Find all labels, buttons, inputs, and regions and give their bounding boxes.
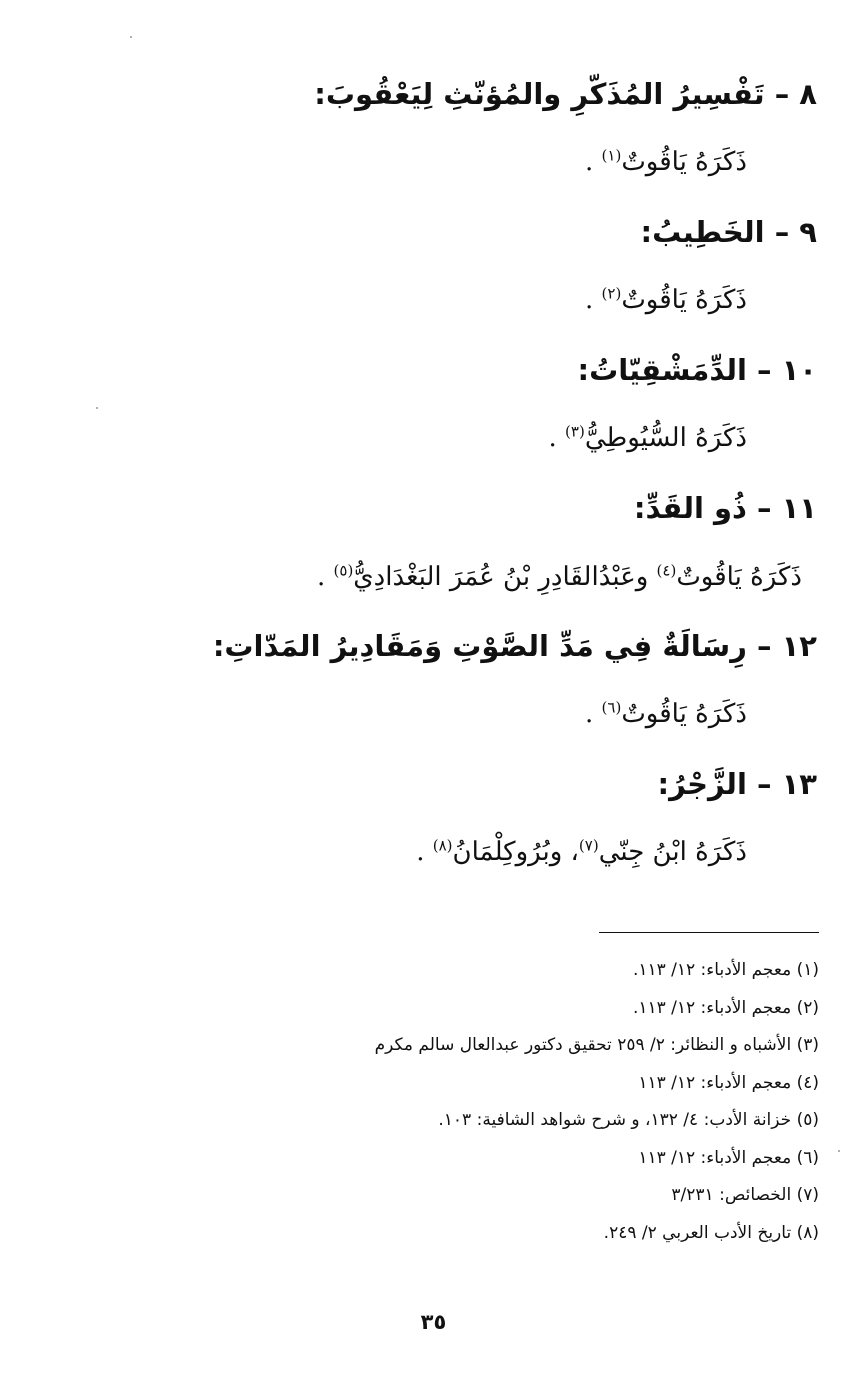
footnote-8: (٨) تاريخ الأدب العربي ٢/ ٢٤٩. [603,1222,819,1243]
footnote-7: (٧) الخصائص: ٣/٢٣١ [671,1185,819,1205]
entry-8-end: . [585,147,594,177]
entry-13-title: ١٣ – الزَّجْرُ: [657,767,817,801]
footnote-6: (٦) معجم الأدباء: ١٢/ ١١٣ [638,1147,819,1168]
entry-11-text-cont: وعَبْدُالقَادِرِ بْنُ عُمَرَ البَغْدَادِيُّ [353,562,649,592]
scan-speck [130,36,132,38]
footnote-ref-4: (٤) [656,561,677,580]
entry-11-title: ١١ – ذُو القَدِّ: [633,491,817,525]
entry-8-title: ٨ – تَفْسِيرُ المُذَكّرِ والمُؤنّثِ لِيَعْقُوبَ: [314,77,817,111]
footnote-ref-8: (٨) [432,836,453,855]
footnote-separator [599,932,819,933]
footnote-5: (٥) خزانة الأدب: ٤/ ١٣٢، و شرح شواهد الشافية: ١٠٣. [438,1110,819,1130]
entry-10-end: . [548,423,557,453]
footnote-ref-5: (٥) [333,561,354,580]
entry-13-body [127,832,747,872]
entry-10-title: ١٠ – الدِّمَشْقِيّاتُ: [577,353,817,387]
entry-10-body [127,418,747,458]
footnote-ref-2: (٢) [601,284,622,303]
footnote-2: (٢) معجم الأدباء: ١٢/ ١١٣. [632,997,819,1018]
footnote-ref-7: (٧) [578,836,599,855]
scan-speck [838,1150,840,1152]
entry-9-body [127,280,747,320]
entry-12-body [127,694,747,734]
page-number: ٣٥ [420,1310,447,1334]
footnote-ref-6: (٦) [601,698,622,717]
entry-10-text: ذَكَرَهُ السُّيُوطِيُّ [584,423,747,453]
entry-13-text: ذَكَرَهُ ابْنُ جِنّي [598,837,747,867]
entry-13-end: . [416,837,425,867]
footnote-4: (٤) معجم الأدباء: ١٢/ ١١٣ [638,1072,819,1093]
entry-11-end: . [316,562,326,592]
scan-speck [96,407,98,409]
entry-8-text: ذَكَرَهُ يَاقُوتٌ [621,147,747,177]
entry-12-title: ١٢ – رِسَالَةٌ فِي مَدِّ الصَّوْتِ وَمَقَادِيرُ المَدّاتِ: [212,629,817,663]
entry-8-body [127,142,747,182]
entry-12-end: . [585,699,594,729]
entry-13-text-cont: ، وبُرُوكِلْمَانُ [452,837,579,867]
footnote-ref-1: (١) [601,146,622,165]
footnotes [259,952,819,1252]
entry-9-end: . [585,285,594,315]
entry-11-text: ذَكَرَهُ يَاقُوتٌ [676,562,802,592]
entry-12-text: ذَكَرَهُ يَاقُوتٌ [621,699,747,729]
footnote-3: (٣) الأشباه و النظائر: ٢/ ٢٥٩ تحقيق دكتور عبدالعال سالم مكرم [374,1035,819,1055]
entry-11-body [42,557,802,597]
entry-9-text: ذَكَرَهُ يَاقُوتٌ [621,285,747,315]
footnote-1: (١) معجم الأدباء: ١٢/ ١١٣. [632,960,819,980]
entry-9-title: ٩ – الخَطِيبُ: [640,215,817,249]
footnote-ref-3: (٣) [565,422,585,441]
